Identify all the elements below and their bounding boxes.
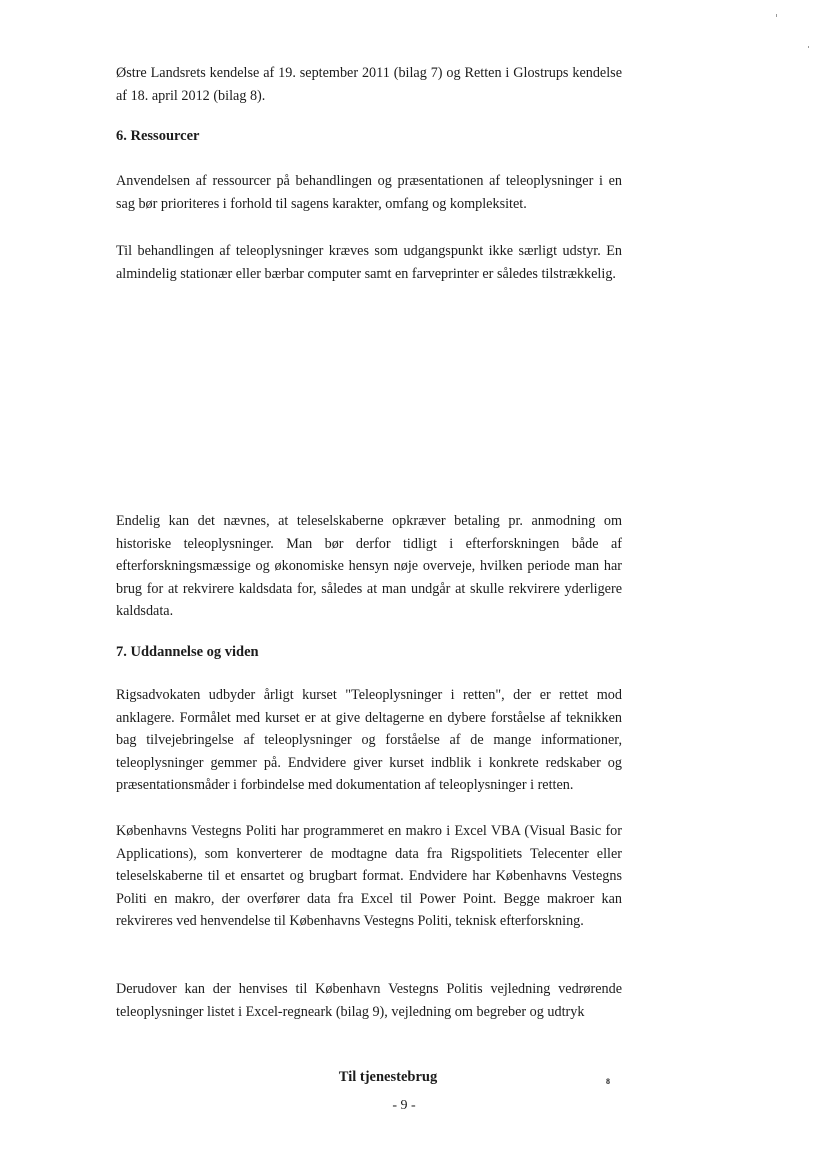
scan-speck: [808, 46, 809, 48]
section-7-paragraph-2: Københavns Vestegns Politi har programmeret en makro i Excel VBA (Visual Basic for Applications), som konverterer de modtagne data fra Rigspolitiets Telecenter eller teleselskaberne til et ensartet og brugbart format. Endvidere har Københavns Vestegns Politi en makro, der overfører data fra Excel til Power Point. Begge makroer kan rekvireres ved henvendelse til Københavns Vestegns Politi, teknisk efterforskning.: [116, 823, 622, 929]
footer-classification: Til tjenestebrug: [338, 1069, 438, 1085]
section-7-paragraph-1: Rigsadvokaten udbyder årligt kurset "Teleoplysninger i retten", der er rettet mod anklagere. Formålet med kurset er at give deltagerne en dybere forståelse af teknikken bag tilvejebringelse af teleoplysninger og forståelse af de mange informationer, teleoplysninger gemmer på. Endvidere giver kurset indblik i konkrete redskaber og præsentationsmåder i forbindelse med dokumentation af teleoplysninger i retten.: [116, 687, 622, 793]
section-6-paragraph-3: Endelig kan det nævnes, at teleselskaberne opkræver betaling pr. anmodning om historiske teleoplysninger. Man bør derfor tidligt i efterforskningen både af efterforskningsmæssige og økonomiske hensyn nøje overveje, hvilken periode man har brug for at rekvirere kaldsdata for, således at man undgår at skulle rekvirere yderligere kaldsdata.: [116, 513, 622, 619]
page-number: - 9 -: [392, 1098, 416, 1113]
scan-speck: [776, 14, 777, 17]
intro-paragraph: Østre Landsrets kendelse af 19. september 2011 (bilag 7) og Retten i Glostrups kendelse af 18. april 2012 (bilag 8).: [116, 65, 622, 104]
section-6-paragraph-2: Til behandlingen af teleoplysninger kræves som udgangspunkt ikke særligt udstyr. En almindelig stationær eller bærbar computer samt en farveprinter er således tilstrækkelig.: [116, 243, 622, 282]
section-6-heading: 6. Ressourcer: [116, 128, 200, 144]
section-7-heading: 7. Uddannelse og viden: [116, 644, 259, 660]
section-7-paragraph-3: Derudover kan der henvises til København Vestegns Politis vejledning vedrørende teleoplysninger listet i Excel-regneark (bilag 9), vejledning om begreber og udtryk: [116, 981, 622, 1020]
footer-mark: 8: [606, 1077, 610, 1086]
section-6-paragraph-1: Anvendelsen af ressourcer på behandlingen og præsentationen af teleoplysninger i en sag bør prioriteres i forhold til sagens karakter, omfang og kompleksitet.: [116, 173, 622, 212]
